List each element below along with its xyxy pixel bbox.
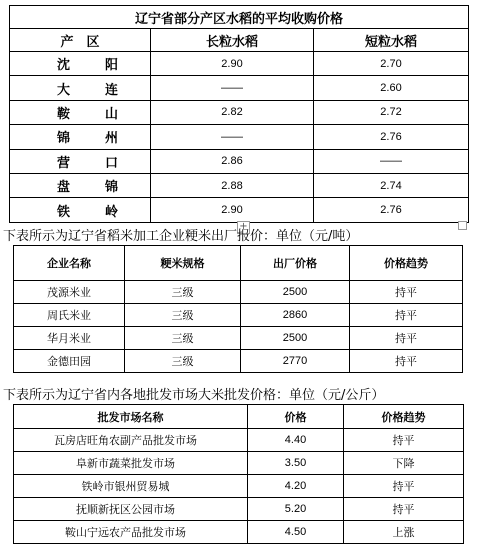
table3-header-market: 批发市场名称	[14, 405, 248, 429]
factory-price: 2500	[241, 327, 350, 350]
table-row	[14, 498, 464, 521]
region-cell: 鞍 山	[10, 100, 151, 124]
wholesale-price: 5.20	[248, 498, 344, 521]
wholesale-price: 4.40	[248, 429, 344, 452]
rice-grade: 三级	[125, 327, 241, 350]
short-grain-price: 2.74	[314, 173, 469, 197]
table-row	[14, 304, 463, 327]
factory-price: 2860	[241, 304, 350, 327]
region-cell: 锦 州	[10, 125, 151, 149]
price-trend: 上涨	[344, 521, 464, 544]
price-trend: 持平	[350, 350, 463, 373]
wholesale-price-table	[13, 404, 464, 544]
table-row	[10, 52, 469, 76]
price-trend: 持平	[344, 498, 464, 521]
price-trend: 持平	[350, 304, 463, 327]
table-row	[10, 100, 469, 124]
factory-price: 2500	[241, 281, 350, 304]
long-grain-price: 2.88	[151, 173, 314, 197]
wholesale-price: 3.50	[248, 452, 344, 475]
price-trend: 持平	[350, 281, 463, 304]
table-row	[10, 76, 469, 100]
table-resize-handle[interactable]	[458, 221, 467, 230]
table-row	[14, 327, 463, 350]
short-grain-price: ——	[314, 149, 469, 173]
table-row	[14, 350, 463, 373]
region-cell: 盘 锦	[10, 173, 151, 197]
long-grain-price: 2.90	[151, 52, 314, 76]
factory-price: 2770	[241, 350, 350, 373]
region-cell: 沈 阳	[10, 52, 151, 76]
short-grain-price: 2.70	[314, 52, 469, 76]
table1-header-region: 产 区	[10, 29, 151, 52]
company-name: 茂源米业	[14, 281, 125, 304]
table1-header-short-grain: 短粒水稻	[314, 29, 469, 52]
table1-title: 辽宁省部分产区水稻的平均收购价格	[10, 6, 469, 29]
table-row	[14, 281, 463, 304]
mill-price-table	[13, 245, 463, 373]
short-grain-price: 2.76	[314, 125, 469, 149]
long-grain-price: ——	[151, 125, 314, 149]
market-name: 铁岭市银州贸易城	[14, 475, 248, 498]
short-grain-price: 2.76	[314, 198, 469, 222]
price-trend: 下降	[344, 452, 464, 475]
price-trend: 持平	[344, 429, 464, 452]
company-name: 金德田园	[14, 350, 125, 373]
wholesale-price: 4.20	[248, 475, 344, 498]
market-name: 鞍山宁远农产品批发市场	[14, 521, 248, 544]
rice-purchase-price-table	[9, 5, 469, 223]
rice-grade: 三级	[125, 350, 241, 373]
table-row	[10, 149, 469, 173]
rice-grade: 三级	[125, 304, 241, 327]
table-row	[10, 125, 469, 149]
short-grain-price: 2.72	[314, 100, 469, 124]
table-insert-handle[interactable]: +	[237, 221, 250, 234]
caption-wholesale-prices: 下表所示为辽宁省内各地批发市场大米批发价格：单位（元/公斤）	[3, 388, 385, 403]
table1-header-long-grain: 长粒水稻	[151, 29, 314, 52]
region-cell: 铁 岭	[10, 198, 151, 222]
table-row	[14, 429, 464, 452]
table-row	[10, 173, 469, 197]
market-name: 抚顺新抚区公园市场	[14, 498, 248, 521]
caption-mill-prices: 下表所示为辽宁省稻米加工企业粳米出厂报价：单位（元/吨）	[3, 229, 359, 244]
company-name: 周氏米业	[14, 304, 125, 327]
table3-header-price: 价格	[248, 405, 344, 429]
price-trend: 持平	[344, 475, 464, 498]
long-grain-price: 2.86	[151, 149, 314, 173]
table3-header-trend: 价格趋势	[344, 405, 464, 429]
region-cell: 大 连	[10, 76, 151, 100]
company-name: 华月米业	[14, 327, 125, 350]
price-trend: 持平	[350, 327, 463, 350]
table2-header-company: 企业名称	[14, 246, 125, 281]
long-grain-price: 2.82	[151, 100, 314, 124]
table2-header-grade: 粳米规格	[125, 246, 241, 281]
table-row	[14, 475, 464, 498]
long-grain-price: ——	[151, 76, 314, 100]
long-grain-price: 2.90	[151, 198, 314, 222]
market-name: 瓦房店旺角农副产品批发市场	[14, 429, 248, 452]
table-row	[14, 521, 464, 544]
table-row	[10, 198, 469, 222]
rice-grade: 三级	[125, 281, 241, 304]
short-grain-price: 2.60	[314, 76, 469, 100]
table2-header-price: 出厂价格	[241, 246, 350, 281]
table-row	[14, 452, 464, 475]
market-name: 阜新市蔬菜批发市场	[14, 452, 248, 475]
region-cell: 营 口	[10, 149, 151, 173]
wholesale-price: 4.50	[248, 521, 344, 544]
table2-header-trend: 价格趋势	[350, 246, 463, 281]
